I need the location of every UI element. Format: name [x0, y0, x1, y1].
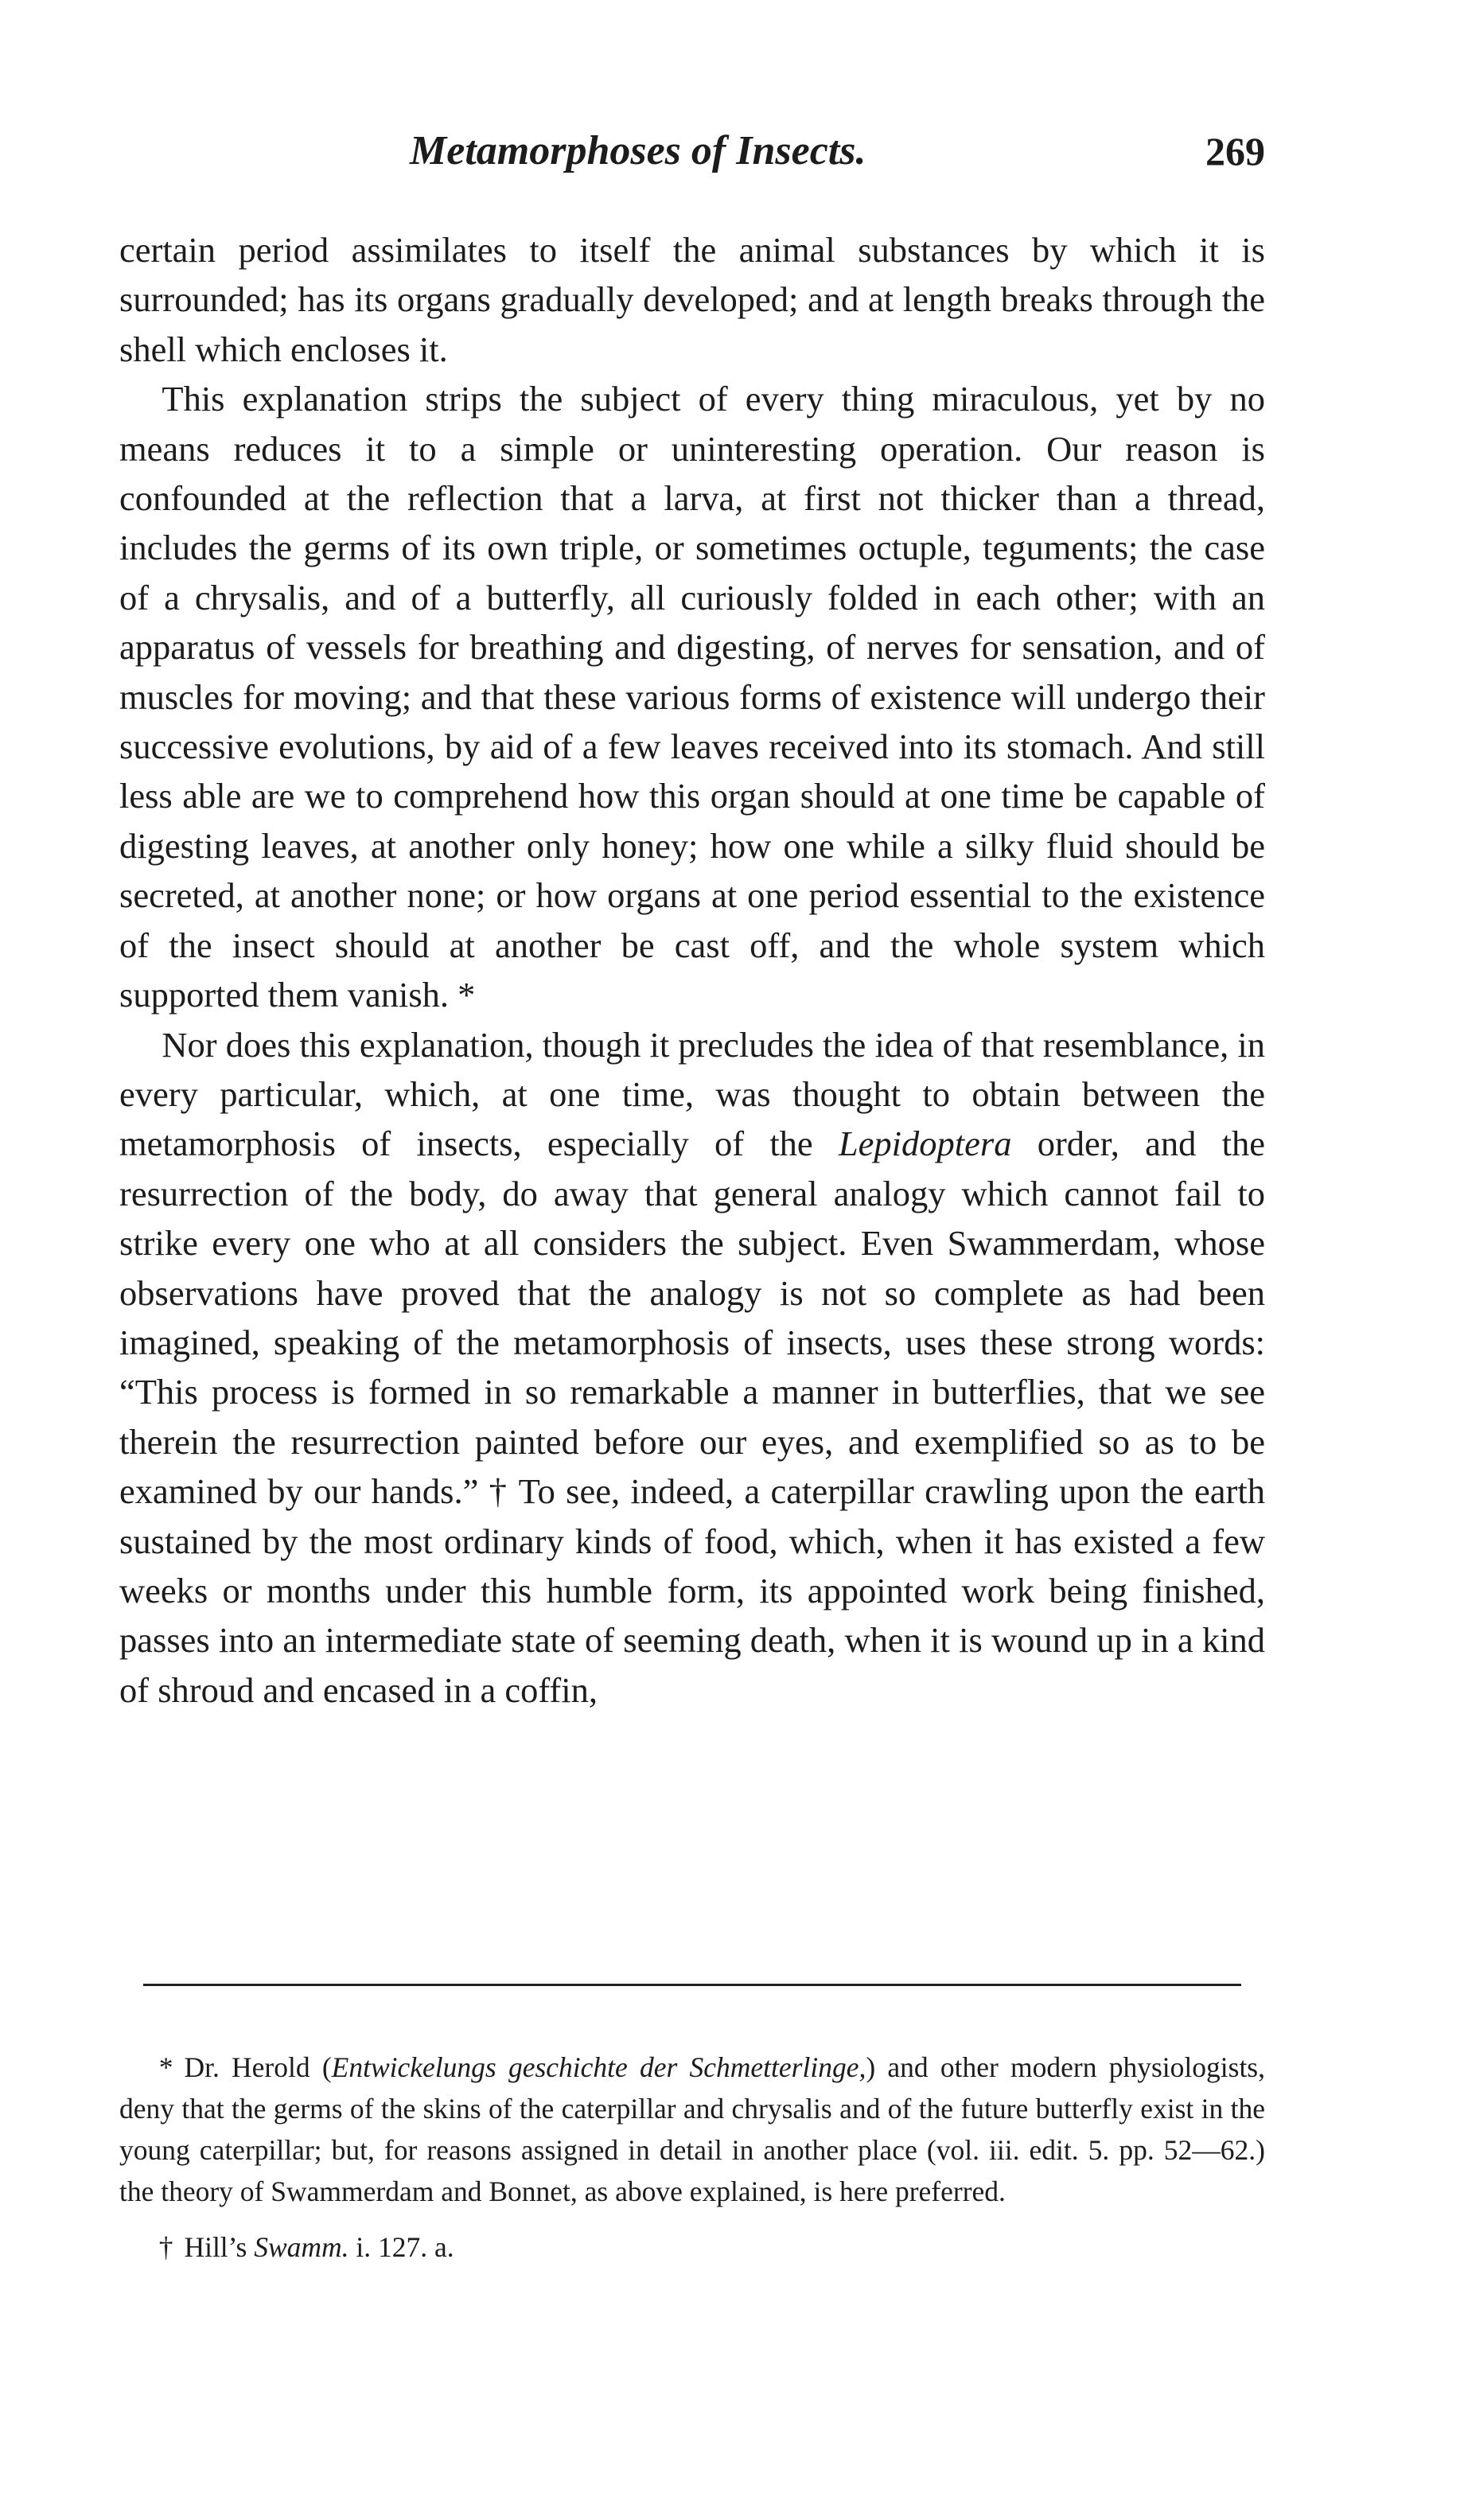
footnote-book-title: Swamm. — [254, 2231, 349, 2263]
running-head — [119, 119, 1265, 183]
footnote-herold — [119, 2047, 1265, 2212]
main-text — [119, 225, 1265, 1715]
page-number: 269 — [1205, 129, 1265, 173]
paragraph-resurrection-analogy — [119, 1020, 1265, 1716]
footnote-text: i. 127. a. — [348, 2231, 454, 2263]
paragraph-explanation: This explanation strips the subject of every thing miraculous, yet by no means reduces it to a simple or uninteresting operation. Our reason is confounded at the reflection that a larva, at first not thicker than a thread, includes the germs of its own triple, or sometimes octuple, teguments; the case of a chrysalis, and of a butterfly, all curiously folded in each other; with an apparatus of vessels for breathing and digesting, of nerves for sensation, and of muscles for moving; and that these various forms of existence will undergo their successive evolutions, by aid of a few leaves received into its stomach. And still less able are we to comprehend how this organ should at one time be capable of digesting leaves, at another only honey; how one while a silky fluid should be secreted, at another none; or how organs at one period essential to the existence of the insect should at another be cast off, and the whole system which supported them vanish. * — [119, 379, 1265, 1015]
paragraph-continued: certain period assimilates to itself the animal substances by which it is surrounded; has its organs gradually developed; and at length breaks through the shell which encloses it. — [119, 230, 1265, 369]
footnote-mark-asterisk: * — [158, 2051, 173, 2083]
footnote-book-title: Entwickelungs geschichte der Schmetterlinge, — [331, 2051, 866, 2083]
footnotes — [119, 2047, 1265, 2268]
footnote-mark-dagger: † — [158, 2231, 173, 2263]
footnote-lead: Dr. Herold ( — [184, 2051, 332, 2083]
running-title: Metamorphoses of Insects. — [410, 128, 866, 173]
footnote-lead: Hill’s — [184, 2231, 255, 2263]
paragraph-text-end: order, and the resurrection of the body, do away that general analogy which cannot fail to strike every one who at all considers the subject. Even Swammerdam, whose observations have proved that the analogy is not so complete as had been imagined, speaking of the metamorphosis of insects, uses these strong words: “This process is formed in so remarkable a manner in butterflies, that we see therein the resurrection painted before our eyes, and exemplified so as to be examined by our hands.” † To see, indeed, a caterpillar crawling upon the earth sustained by the most ordinary kinds of food, which, when it has existed a few weeks or months under this humble form, its appointed work being finished, passes into an intermediate state of seeming death, when it is wound up in a kind of shroud and encased in a coffin, — [119, 1124, 1265, 1710]
lepidoptera-term: Lepidoptera — [838, 1124, 1012, 1164]
footnote-text: ) and other modern physiologists, deny that the germs of the skins of the caterpillar and chrysalis and of the future butterfly exist in the young caterpillar; but, for reasons assigned in detail in another place (vol. iii. edit. 5. pp. 52—62.) the theory of Swammerdam and Bonnet, as above explained, is here preferred. — [119, 2051, 1265, 2207]
footnote-rule — [143, 1984, 1241, 1986]
footnote-hill — [119, 2226, 1265, 2268]
paragraph-text-start: Nor does this explanation, though it precludes the idea of that resemblance, in every particular, which, at one time, was thought to obtain between the metamorphosis of insects, especially of the — [119, 1024, 1265, 1164]
